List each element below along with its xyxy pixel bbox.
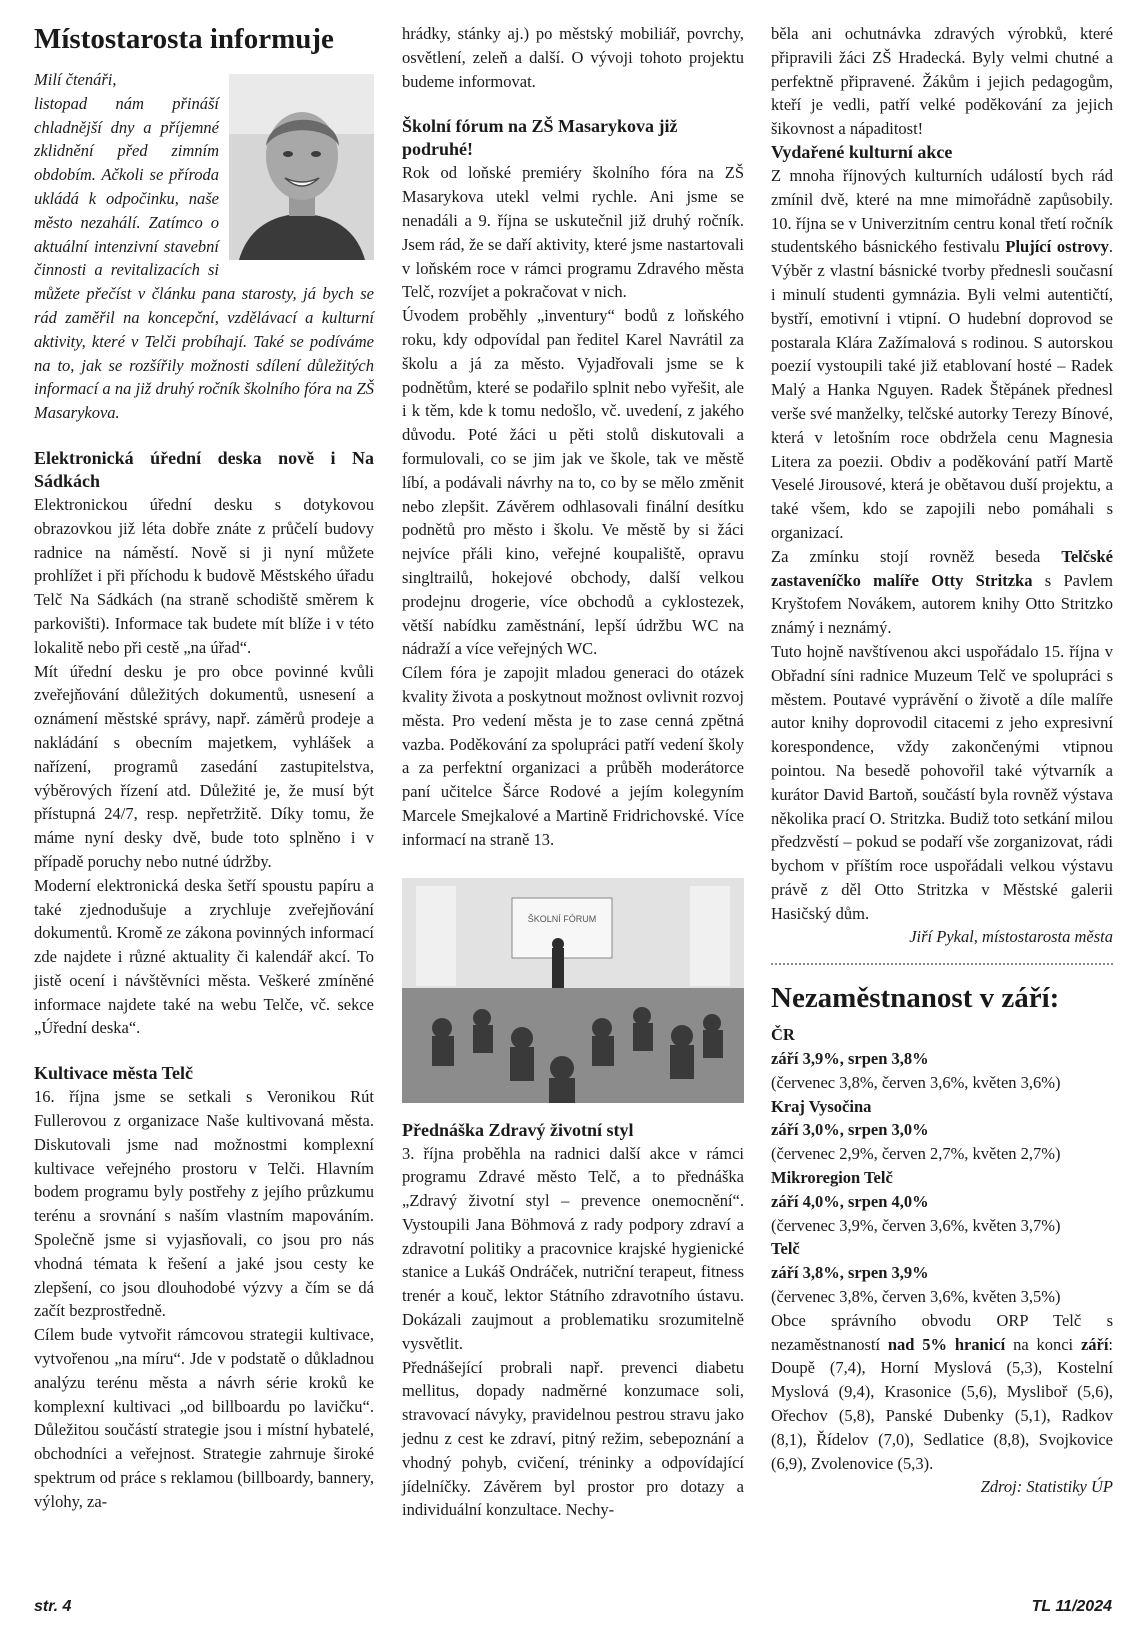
paragraph: Mít úřední desku je pro obce povinné kvůli zveřejňování důležitých dokumentů, usnesení a oznámení městské správy, např. záměrů prodeje a nakládání s obecním majetkem, vyhlášek a nařízení, programů zasedání zastupitelstva, výběrových řízení atd. Důležité je, že musí být přístupná 24/7, resp. nepřetržitě. Díky tomu, že máme nyní desky dvě, bude toto splněno i v případě poruchy nebo nutné údržby. <box>34 661 374 871</box>
paragraph: Cílem fóra je zapojit mladou generaci do otázek kvality života a poskytnout možnost ovlivnit rozvoj města. Pro vedení města je to zase cenná zpětná vazba. Poděkování za spolupráci patří vedení školy a za perfektní organizaci a průběh moderátorce paní učitelce Šárce Rodové a jejím kolegyním Marcele Smejkalové a Martině Fridrichovské. Více informací na straně 13. <box>402 663 744 849</box>
column-2 <box>402 22 744 1522</box>
text-run: . Výběr z vlastní básnické tvorby přednesli současní i minulí studenti gymnázia. Byli velmi autentičtí, bystří, emotivní i vtipní. O hudební doprovod se postarala Klára Zažímalová s rodinou. S autorskou poezií vystoupili také již etablovaní hosté – Radek Malý a Hanka Nguyen. Radek Štěpánek přednesl verše své manželky, telčské autorky Terezy Bínové, která v letošním roce obdržela cenu Magnesia Litera za poezii. Obdiv a poděkování patří Martě Veselé Jirousové, která je obětavou duší projektu, a také všem, kdo se zapojili nebo pomáhali s organizací. <box>771 237 1113 542</box>
paragraph: běla ani ochutnávka zdravých výrobků, které připravili žáci ZŠ Hradecká. Byly velmi chutné a perfektně připravené. Žákům i jejich pedagogům, kteří je vedli, patří velké poděkování za jejich šikovnost a nápaditost! <box>771 24 1113 139</box>
paragraph: Tuto hojně navštívenou akci uspořádalo 15. října v Obřadní síni radnice Muzeum Telč ve spolupráci s městem. Poutavé vyprávění o životě a díle malíře autor knihy doprovodil citacemi z jeho expresivní korespondence, vždy zakončenými vtipnou pointou. Na besedě pohovořil také výtvarník a kurátor David Bartoň, součástí byla rovněž výstava několika prací O. Stritzka. Budiž toto setkání milou předzvěstí – pokud se podaří vše zorganizovat, rádi bychom v příštím roce uspořádali velkou výstavu právě z děl Otto Stritzka v Městské galerii Hasičský dům. <box>771 641 1113 923</box>
region-main: září 4,0%, srpen 4,0% <box>771 1191 929 1211</box>
region-name: Telč <box>771 1239 800 1259</box>
column-1 <box>34 22 374 1514</box>
region-detail: (červenec 2,9%, červen 2,7%, květen 2,7%) <box>771 1144 1061 1164</box>
festival-name: Plující ostrovy <box>1005 237 1109 257</box>
signature: Jiří Pykal, místostarosta města <box>909 927 1113 947</box>
unemployment-note <box>771 1309 1113 1476</box>
region-detail: (červenec 3,8%, červen 3,6%, květen 3,6%) <box>771 1072 1061 1092</box>
section-heading: Školní fórum na ZŠ Masarykova již podruhé! <box>402 116 678 160</box>
issue-number: TL 11/2024 <box>1031 1598 1112 1615</box>
intro-greeting: Milí čtenáři, <box>34 70 117 89</box>
text-run: Za zmínku stojí rovněž beseda <box>771 546 1062 566</box>
divider <box>771 963 1113 965</box>
article-title: Místostarosta informuje <box>34 23 334 55</box>
column-3 <box>771 22 1113 1499</box>
unemployment-list <box>771 1023 1113 1499</box>
paragraph: Úvodem proběhly „inventury“ bodů z loňského roku, kdy odpovídal pan ředitel Karel Navrátil za školu a já za město. Vyjadřovali jsme se k podnětům, které se podařilo splnit nebo vyřešit, ale i k těm, kde k tomu nedošlo, vč. uvedení, z jakého důvodu. Poté žáci u pěti stolů diskutovali a formulovali, co se jim jak ve škole, tak ve městě líbí, a podávali návrhy na to, co by se mělo změnit nebo zlepšit. Závěrem odhlasovali finální desítku podnětů pro město i školu. Ve městě by si žáci nejvíce přáli kino, veřejné koupaliště, opravu singltrailů, hokejové obchody, další velkou prodejnu drogerie, více obchodů a cyklostezek, větší nabídku zaměstnání, lepší údržbu WC na nádraží a více veřejných WC. <box>402 306 744 659</box>
paragraph <box>771 545 1113 640</box>
section-heading: Kultivace města Telč <box>34 1063 193 1084</box>
region-detail: (červenec 3,9%, červen 3,6%, květen 3,7%) <box>771 1215 1061 1235</box>
text-run: na konci <box>1005 1334 1081 1354</box>
section-heading: Vydařené kulturní akce <box>771 141 953 162</box>
region-main: září 3,8%, srpen 3,9% <box>771 1263 929 1283</box>
region-main: září 3,0%, srpen 3,0% <box>771 1120 929 1140</box>
region-name: Kraj Vysočina <box>771 1096 872 1116</box>
school-forum-photo <box>402 878 744 1103</box>
threshold: nad 5% hranicí <box>887 1334 1006 1354</box>
unemployment-title: Nezaměstnanost v září: <box>771 982 1060 1015</box>
paragraph: Přednášející probrali např. prevenci diabetu mellitus, dopady nadměrné konzumace soli, stravovací návyky, pravidelnou pestrou stravu jako jednu z cest ke zdraví, pitný režim, sebepoznání a vhodný pohyb, cvičení, tréninky a odpovídající jídelníčky. Závěrem byl prostor pro dotazy a individuální konzultace. Nechy- <box>402 1357 744 1520</box>
paragraph: Cílem bude vytvořit rámcovou strategii kultivace, vytvořenou „na míru“. Jde v podstatě o důkladnou analýzu terénu města a návrh série kroků ke komplexní kultivaci „od billboardu po lavičku“. Důležitou součástí strategie jsou i místní hybatelé, obchodníci a veřejnost. Strategie zahrnuje široké spektrum od práce s reklamou (billboardy, bannery, výlohy, za- <box>34 1325 374 1511</box>
month: září <box>1080 1334 1109 1354</box>
paragraph: Elektronickou úřední desku s dotykovou obrazovkou již léta dobře znáte z průčelí budovy radnice na náměstí. Nově si ji nyní můžete prohlížet i při příchodu k budově Městského úřadu Telč Na Sádkách (na straně schodiště směrem k parkovišti). Informace tak budete mít blíže i v této lokalitě nebo při cestě „na úřad“. <box>34 494 374 657</box>
intro-paragraph: listopad nám přináší chladnější dny a příjemné zklidnění před zimním obdobím. Ačkoli se příroda ukládá k odpočinku, naše město nezahálí. Zatímco o aktuální intenzivní stavební činnosti a revitalizacích si můžete přečíst v článku pana starosty, já bych se rád zaměřil na koncepční, vzdělávací a kulturní aktivity, které v Telči probíhají. Také se podíváme na to, jak se rozšířily možnosti sdílení důležitých informací a na již druhý ročník školního fóra na ZŠ Masarykova. <box>34 93 374 423</box>
paragraph: 3. října proběhla na radnici další akce v rámci programu Zdravé město Telč, a to přednáška „Zdravý životní styl – prevence onemocnění“. Vystoupili Jana Böhmová z rady podpory zdraví a zdravotní politiky a pracovnice krajské hygienické stanice a Lukáš Ondráček, nutriční terapeut, fitness trenér a kouč, lektor Státního zdravotního ústavu. Dokázali zaujmout a problematiku srozumitelně vysvětlit. <box>402 1143 744 1353</box>
text-run: s Pavlem Kryštofem Novákem, autorem knihy Otto Stritzko známý i neznámý. <box>771 570 1114 638</box>
region-main: září 3,9%, srpen 3,8% <box>771 1049 929 1069</box>
portrait-photo <box>229 74 374 260</box>
event-name: Telčské zastaveníčko malíře Otty Stritzka <box>771 546 1113 590</box>
region-detail: (červenec 3,8%, červen 3,6%, květen 3,5%) <box>771 1287 1061 1307</box>
page-number: str. 4 <box>34 1598 72 1615</box>
paragraph: hrádky, stánky aj.) po městský mobiliář, povrchy, osvětlení, zeleň a další. O vývoji tohoto projektu budeme informovat. <box>402 24 744 91</box>
text-run: Z mnoha říjnových kulturních událostí bych rád zmínil dvě, které na mne mimořádně zapůsobily. 10. října se v Univerzitním centru konal třetí ročník studentského básnického festivalu <box>771 165 1113 257</box>
text-run: : Doupě (7,4), Horní Myslová (5,3), Kostelní Myslová (9,4), Krasonice (5,6), Mysliboř (5,6), Ořechov (5,8), Panské Dubenky (5,1), Radkov (8,1), Řídelov (7,0), Sedlatice (8,8), Svojkovice (6,9), Zvolenovice (5,3). <box>771 1334 1114 1473</box>
photo-banner-text: ŠKOLNÍ FÓRUM <box>527 913 597 924</box>
region-name: Mikroregion Telč <box>771 1168 893 1188</box>
text-run: Obce správního obvodu ORP Telč s nezaměstnaností <box>771 1310 1113 1354</box>
section-heading: Přednáška Zdravý životní styl <box>402 1119 634 1140</box>
paragraph: Rok od loňské premiéry školního fóra na ZŠ Masarykova utekl velmi rychle. Ani jsme se nenadáli a 9. října se uskutečnil již druhý ročník. Jsem rád, že se daří aktivity, které jsme nastartovali v loňském roce v rámci programu Zdravého města Telč, rozvíjet a pokračovat v nich. <box>402 163 744 302</box>
region-name: ČR <box>771 1025 795 1045</box>
source-note: Zdroj: Statistiky ÚP <box>980 1477 1113 1497</box>
section-heading: Elektronická úřední deska nově i Na Sádkách <box>34 447 374 491</box>
paragraph: Moderní elektronická deska šetří spoustu papíru a také zjednodušuje a zrychluje zveřejňování dokumentů. Kromě ze zákona povinných informací zde najdete i různé aktuality či kalendář akcí. To jistě ocení i návštěvníci města. Veškeré zmíněné informace najdete také na webu Telče, vč. sekce „Úřední deska“. <box>34 875 374 1038</box>
paragraph <box>771 164 1113 545</box>
paragraph: 16. října jsme se setkali s Veronikou Rút Fullerovou z organizace Naše kultivovaná města. Diskutovali jsme nad možnostmi komplexní kultivace veřejného prostoru v Telči. Hlavním bodem programu byly postřehy z jejího průzkumu terénu a srovnání s naším vlastním mapováním. Společně jsme si vyjasňovali, co jsou pro nás vhodná témata k řešení a jaké jsou cesty ke zlepšení, co jsou dlouhodobé výzvy a čím se dá začít bezprostředně. <box>34 1087 374 1321</box>
